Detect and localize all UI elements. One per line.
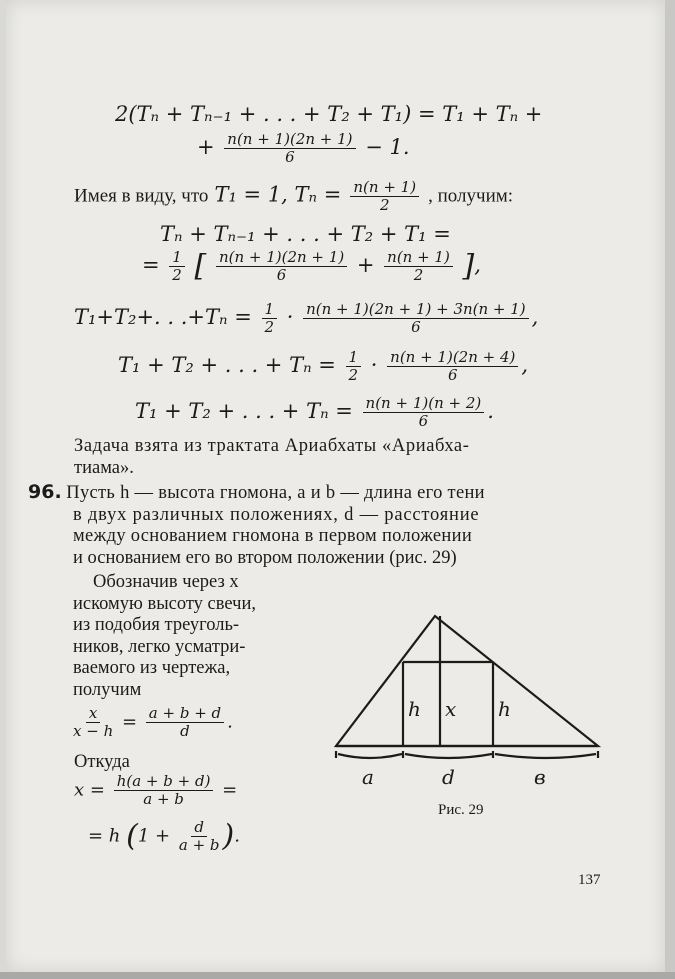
- x-formula-simplified: = h (1 + $\frac{d}{a + b}$ ).: [88, 818, 240, 854]
- formula-sum-doubled-cont: + $\frac{n(n + 1)(2n + 1)}{6}$ − 1.: [197, 130, 410, 166]
- fraction: $\frac{1}{2}$: [262, 302, 278, 335]
- gnomon-figure: [330, 608, 610, 788]
- formula-sum-doubled: 2(Tₙ + Tₙ₋₁ + . . . + T₂ + T₁) = T₁ + Tₙ +: [115, 102, 543, 126]
- fraction: $\frac{x}{x - h}$: [73, 704, 114, 740]
- intro-line: Имея в виду, что T₁ = 1, Tₙ = $\frac{n(n + 1)}{2}$ , получим:: [74, 178, 514, 214]
- fraction: $\frac{n(n + 1)}{2}$: [384, 250, 453, 283]
- fraction: $\frac{n(n + 1)}{2}$: [350, 180, 419, 213]
- source-note: Задача взята из трактата Ариабхаты «Ариабха- тиама».: [74, 436, 470, 478]
- formula-sum-final: T₁ + T₂ + . . . + Tₙ = $\frac{n(n + 1)(n + 2)}{6}$ .: [135, 394, 494, 430]
- fraction: $\frac{n(n + 1)(2n + 1)}{6}$: [216, 250, 347, 283]
- page-number: 137: [578, 872, 601, 888]
- proportion-equation: $\frac{x}{x - h}$ = $\frac{a + b + d}{d}$ .: [73, 704, 233, 740]
- problem-96: 96. Пусть h — высота гномона, a и b — длина его тени в двух различных положениях, d — расстояние между основанием гномона в первом положении и основанием его во втором положении (рис. 29): [28, 481, 485, 568]
- side-text: Обозначив через x искомую высоту свечи, из подобия треуголь- ников, легко усматри- ваемого из чертежа, получим: [73, 572, 256, 700]
- fraction: $\frac{1}{2}$: [346, 350, 362, 383]
- formula-sum-combined: T₁+T₂+. . .+Tₙ = $\frac{1}{2}$ · $\frac{n(n + 1)(2n + 1) + 3n(n + 1)}{6}$ ,: [74, 300, 539, 336]
- fraction: $\frac{1}{2}$: [169, 250, 185, 283]
- brace-d: [405, 754, 492, 758]
- brace-b: [495, 754, 596, 758]
- fraction: $\frac{n(n + 1)(2n + 1) + 3n(n + 1)}{6}$: [303, 302, 529, 335]
- fraction: $\frac{a + b + d}{d}$: [146, 706, 224, 739]
- page-bottom-edge: [0, 972, 675, 979]
- formula-sum-half: = $\frac{1}{2}$ [ $\frac{n(n + 1)(2n + 1)}{6}$ + $\frac{n(n + 1)}{2}$ ],: [142, 248, 481, 284]
- formula-sum-factored: T₁ + T₂ + . . . + Tₙ = $\frac{1}{2}$ · $\frac{n(n + 1)(2n + 4)}{6}$ ,: [118, 348, 529, 384]
- bracket-open: [: [194, 248, 207, 284]
- fraction: $\frac{n(n + 1)(2n + 1)}{6}$: [224, 132, 355, 165]
- fraction: $\frac{n(n + 1)(2n + 4)}{6}$: [387, 350, 518, 383]
- x-formula: x = $\frac{h(a + b + d)}{a + b}$ =: [74, 772, 238, 808]
- formula-sum-reverse: Tₙ + Tₙ₋₁ + . . . + T₂ + T₁ =: [160, 222, 451, 246]
- fraction: $\frac{d}{a + b}$: [178, 818, 220, 854]
- brace-a: [338, 754, 402, 758]
- otkuda-label: Откуда: [74, 752, 130, 772]
- label-h-right: h: [498, 697, 511, 721]
- large-triangle: [336, 616, 598, 746]
- label-b: в: [534, 765, 546, 788]
- label-d: d: [442, 765, 455, 788]
- bracket-close: ]: [462, 248, 475, 284]
- label-a: a: [362, 765, 374, 788]
- label-x: x: [445, 697, 457, 721]
- problem-number: 96.: [28, 481, 62, 503]
- label-h-left: h: [408, 697, 421, 721]
- page-edge: [665, 0, 675, 979]
- fraction: $\frac{n(n + 1)(n + 2)}{6}$: [363, 396, 485, 429]
- fraction: $\frac{h(a + b + d)}{a + b}$: [114, 774, 214, 807]
- figure-caption: Рис. 29: [438, 802, 484, 818]
